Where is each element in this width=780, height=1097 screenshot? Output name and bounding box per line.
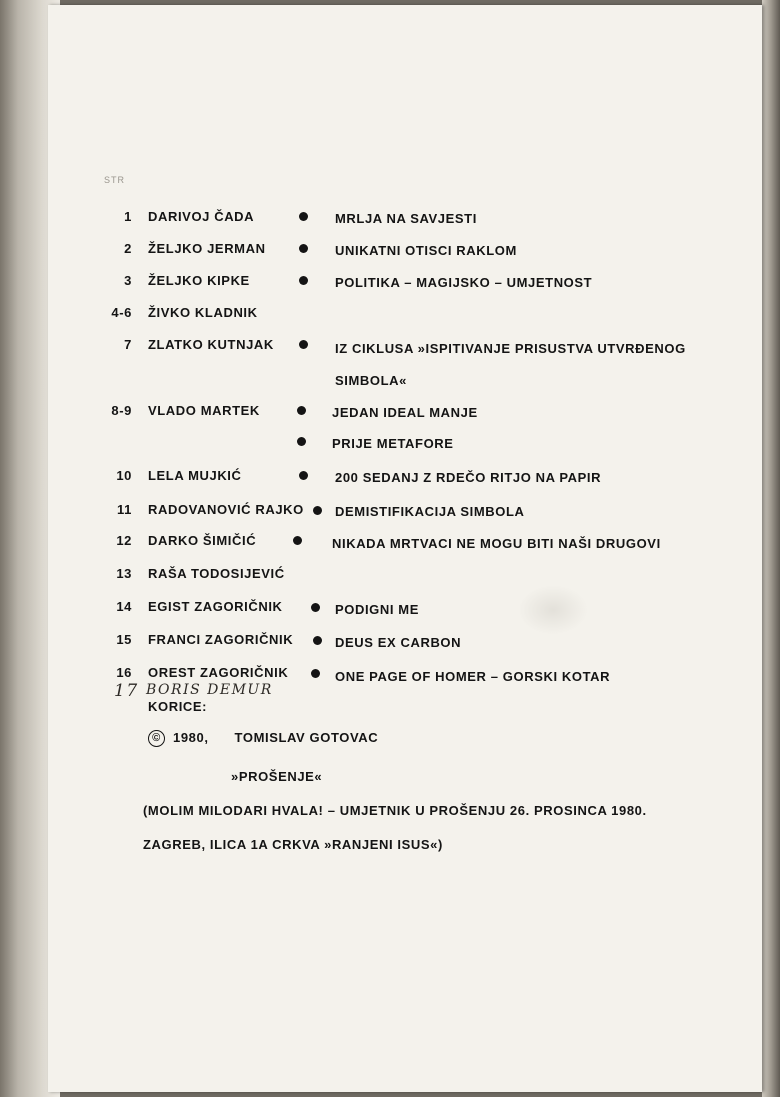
bullet-icon — [299, 340, 308, 349]
entry-page-number: 16 — [116, 665, 132, 680]
bullet-icon — [313, 506, 322, 515]
bullet-icon — [299, 244, 308, 253]
entry-work-title: POLITIKA – MAGIJSKO – UMJETNOST — [335, 275, 593, 290]
entry-page-number: 15 — [116, 632, 132, 647]
entry-work-title-second: PRIJE METAFORE — [332, 436, 454, 451]
entry-artist-name: ŽIVKO KLADNIK — [148, 305, 258, 320]
copyright-year: 1980, — [173, 730, 209, 745]
paper-stain — [518, 585, 588, 635]
entry-artist-name: OREST ZAGORIČNIK — [148, 665, 289, 680]
bullet-icon — [299, 276, 308, 285]
bullet-icon — [297, 406, 306, 415]
korice-label: KORICE: — [148, 699, 208, 714]
handwritten-artist-name: BORIS DEMUR — [146, 682, 273, 698]
entry-artist-name: ŽELJKO JERMAN — [148, 241, 266, 256]
page-header-label: STR — [104, 175, 125, 185]
entry-work-title: MRLJA NA SAVJESTI — [335, 211, 477, 226]
entry-work-title: IZ CIKLUSA »ISPITIVANJE PRISUSTVA UTVRĐENOG — [335, 341, 686, 356]
copyright-line — [148, 730, 378, 747]
entry-page-number: 7 — [124, 337, 132, 352]
entry-work-title: JEDAN IDEAL MANJE — [332, 405, 478, 420]
entry-artist-name: VLADO MARTEK — [148, 403, 260, 418]
bullet-icon — [293, 536, 302, 545]
entry-page-number: 13 — [116, 566, 132, 581]
entry-page-number: 12 — [116, 533, 132, 548]
entry-work-title: UNIKATNI OTISCI RAKLOM — [335, 243, 517, 258]
entry-work-title: 200 SEDANJ Z RDEČO RITJO NA PAPIR — [335, 470, 602, 485]
entry-work-title: NIKADA MRTVACI NE MOGU BITI NAŠI DRUGOVI — [332, 536, 661, 551]
bullet-icon — [313, 636, 322, 645]
note-line-2: ZAGREB, ILICA 1A CRKVA »RANJENI ISUS«) — [143, 837, 443, 852]
entry-work-title: ONE PAGE OF HOMER – GORSKI KOTAR — [335, 669, 611, 684]
bullet-icon — [311, 669, 320, 678]
handwritten-page-number: 17 — [114, 681, 139, 701]
entry-page-number: 14 — [116, 599, 132, 614]
entry-artist-name: ZLATKO KUTNJAK — [148, 337, 274, 352]
note-line-1: (MOLIM MILODARI HVALA! – UMJETNIK U PROŠENJU 26. PROSINCA 1980. — [143, 803, 647, 818]
entry-artist-name: DARIVOJ ČADA — [148, 209, 255, 224]
entry-page-number: 1 — [124, 209, 132, 224]
bullet-icon — [311, 603, 320, 612]
bullet-icon — [299, 471, 308, 480]
entry-page-number: 3 — [124, 273, 132, 288]
entry-page-number: 10 — [116, 468, 132, 483]
entry-work-title: PODIGNI ME — [335, 602, 420, 617]
bullet-icon — [299, 212, 308, 221]
entry-work-title-continued: SIMBOLA« — [335, 373, 407, 388]
entry-artist-name: FRANCI ZAGORIČNIK — [148, 632, 294, 647]
copyright-icon: © — [148, 730, 165, 747]
book-page — [48, 5, 762, 1092]
entry-artist-name: RADOVANOVIĆ RAJKO — [148, 502, 304, 517]
entry-page-number: 4-6 — [111, 305, 132, 320]
entry-work-title: DEUS EX CARBON — [335, 635, 462, 650]
entry-work-title: DEMISTIFIKACIJA SIMBOLA — [335, 504, 525, 519]
entry-artist-name: EGIST ZAGORIČNIK — [148, 599, 283, 614]
entry-page-number: 8-9 — [111, 403, 132, 418]
work-title-prosenje: »PROŠENJE« — [231, 769, 323, 784]
bullet-icon — [297, 437, 306, 446]
entry-artist-name: DARKO ŠIMIČIĆ — [148, 533, 257, 548]
entry-page-number: 2 — [124, 241, 132, 256]
entry-page-number: 11 — [117, 502, 132, 517]
entry-artist-name: ŽELJKO KIPKE — [148, 273, 250, 288]
entry-artist-name: RAŠA TODOSIJEVIĆ — [148, 566, 285, 581]
entry-artist-name: LELA MUJKIĆ — [148, 468, 242, 483]
copyright-author: TOMISLAV GOTOVAC — [234, 730, 379, 745]
page-edge — [762, 0, 780, 1097]
